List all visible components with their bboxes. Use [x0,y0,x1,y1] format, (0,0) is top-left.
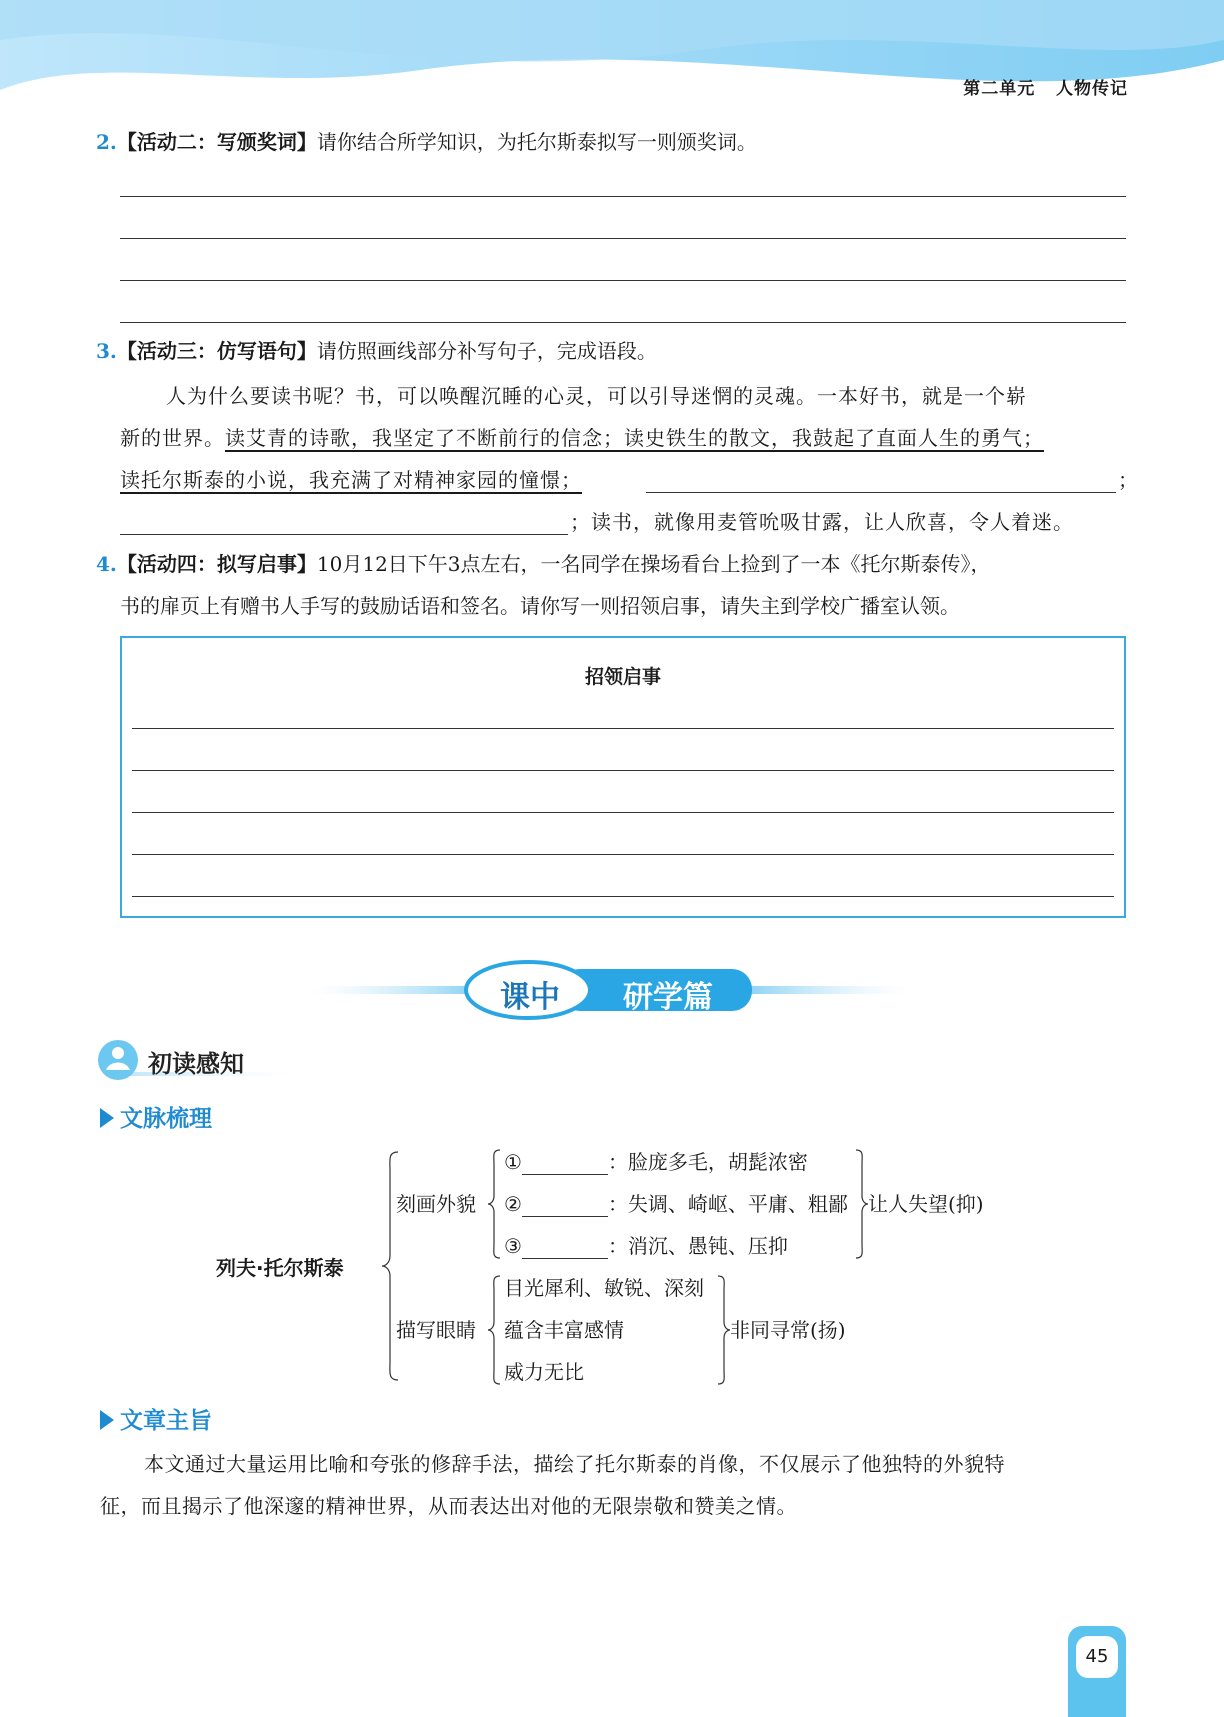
root-brace [380,1150,402,1382]
eyes-result: 非同寻常(扬) [730,1318,846,1342]
question-tag: 【活动三：仿写语句】 [116,339,317,363]
eyes-brace [486,1274,504,1386]
theme-line-1: 本文通过大量运用比喻和夸张的修辞手法，描绘了托尔斯泰的肖像，不仅展示了他独特的外貌特 [144,1452,1005,1476]
answer-line[interactable] [120,322,1126,323]
branch-label-appearance: 刻画外貌 [396,1192,476,1216]
passage-line-1: 人为什么要读书呢？书，可以唤醒沉睡的心灵，可以引导迷惘的灵魂。一本好书，就是一个崭 [166,384,1027,408]
question-number: 4. [96,552,117,576]
answer-line[interactable] [132,728,1114,729]
banner-left-text: 课中 [500,980,560,1015]
notice-title: 招领启事 [584,666,661,688]
passage-line-3 [120,464,582,493]
answer-line[interactable] [132,770,1114,771]
triangle-icon [100,1108,114,1128]
answer-line[interactable] [132,812,1114,813]
question-number: 3. [96,339,117,363]
question-text: 请仿照画线部分补写句子，完成语段。 [316,339,657,363]
passage-line-2: 新的世界。读艾青的诗歌，我坚定了不断前行的信念；读史铁生的散文，我鼓起了直面人生的勇气； [120,426,1044,450]
question-text: 10月12日下午3点左右，一名同学在操场看台上捡到了一本《托尔斯泰传》， [316,552,991,576]
question-4-line-2: 书的扉页上有赠书人手写的鼓励话语和签名。请你写一则招领启事，请失主到学校广播室认领。 [120,594,960,618]
wenmai-title: 文脉梳理 [100,1100,212,1133]
zhuzhi-title: 文章主旨 [100,1402,212,1435]
answer-line[interactable] [120,238,1126,239]
answer-line[interactable] [132,854,1114,855]
theme-line-2: 征，而且揭示了他深邃的精神世界，从而表达出对他的无限崇敬和赞美之情。 [100,1494,797,1518]
header-unit-label: 第二单元 人物传记 [963,79,1128,99]
appearance-item-2: ② ：失调、崎岖、平庸、粗鄙 [504,1192,848,1216]
triangle-icon [100,1410,114,1430]
chudu-title: 初读感知 [148,1050,244,1078]
answer-line[interactable] [120,280,1126,281]
answer-line[interactable] [120,196,1126,197]
underlined-model-sentence: 读托尔斯泰的小说，我充满了对精神家园的憧憬； [120,468,582,492]
underlined-model-sentence: 读艾青的诗歌，我坚定了不断前行的信念；读史铁生的散文，我鼓起了直面人生的勇气； [225,426,1044,450]
eyes-item-2: 蕴含丰富感情 [504,1318,624,1342]
question-2 [96,128,757,156]
banner-right-text: 研学篇 [623,980,713,1015]
appearance-item-3: ③ ：消沉、愚钝、压抑 [504,1234,788,1258]
passage-line-4: ；读书，就像用麦管吮吸甘露，让人欣喜，令人着迷。 [570,510,1074,534]
eyes-item-1: 目光犀利、敏锐、深刻 [504,1276,704,1300]
eyes-item-3: 威力无比 [504,1360,584,1384]
mindmap-root: 列夫·托尔斯泰 [216,1256,344,1280]
fill-blank[interactable] [120,534,568,535]
question-tag: 【活动二：写颁奖词】 [116,130,317,154]
question-text: 请你结合所学知识，为托尔斯泰拟写一则颁奖词。 [316,130,757,154]
semicolon: ； [1118,468,1139,492]
question-3 [96,337,657,365]
question-number: 2. [96,130,117,154]
question-tag: 【活动四：拟写启事】 [116,552,317,576]
appearance-item-1: ① ：脸庞多毛，胡髭浓密 [504,1150,808,1174]
fill-blank[interactable] [646,492,1116,493]
notice-writing-box [120,636,1126,918]
question-4 [96,550,991,578]
branch-label-eyes: 描写眼睛 [396,1318,476,1342]
header-wave-banner [0,0,1224,130]
page-number: 45 [1076,1636,1118,1678]
appearance-result: 让人失望(抑) [868,1192,984,1216]
fill-blank[interactable] [522,1258,608,1259]
answer-line[interactable] [132,896,1114,897]
fill-blank[interactable] [522,1216,608,1217]
appearance-brace [486,1148,504,1260]
fill-blank[interactable] [522,1174,608,1175]
